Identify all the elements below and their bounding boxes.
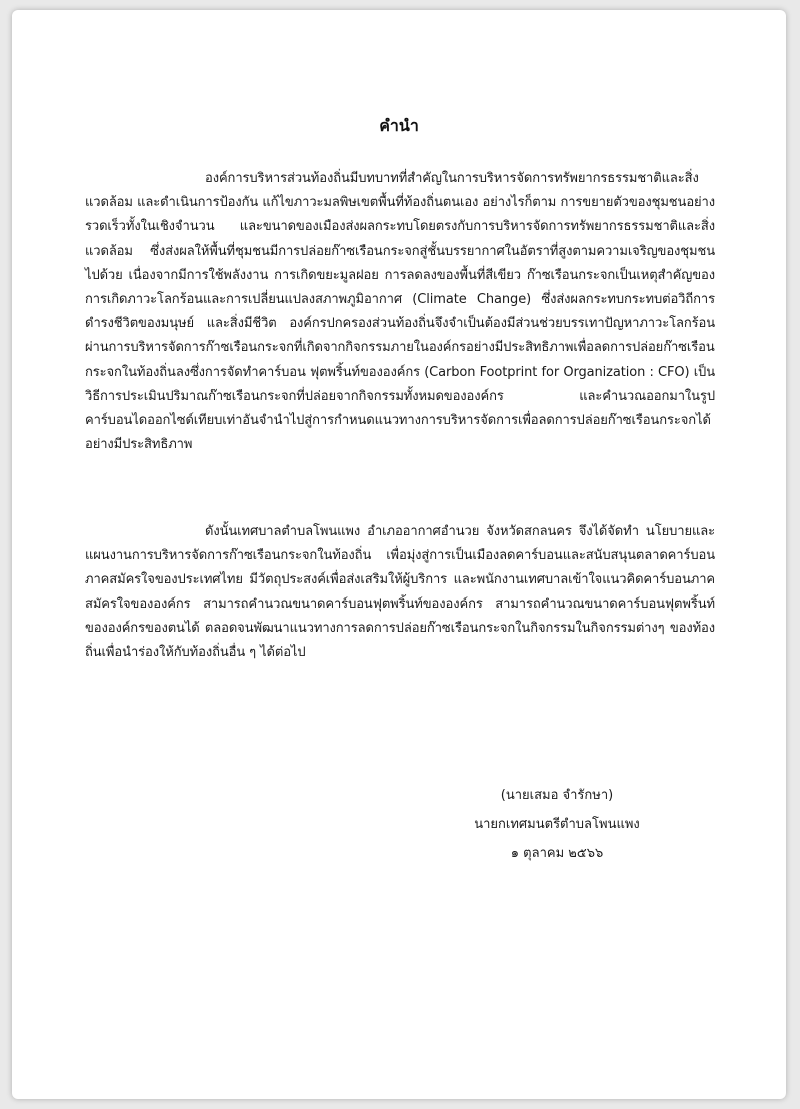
paragraph-2-text: ดังนั้นเทศบาลตำบลโพนแพง อำเภออากาศอำนวย จังหวัดสกลนคร จึงได้จัดทำ นโยบายและแผนงานการบริหารจัดการก๊าซเรือนกระจกในท้องถิ่น เพื่อมุ่งสู่การเป็นเมืองลดคาร์บอนและสนับสนุนตลาดคาร์บอนภาคสมัครใจของประเทศไทย มีวัตถุประสงค์เพื่อส่งเสริมให้ผู้บริการ และพนักงานเทศบาลเข้าใจแนวคิดคาร์บอนภาคสมัครใจขององค์กร สามารถคำนวณขนาดคาร์บอนฟุตพริ้นท์ขององค์กร สามารถคำนวณขนาดคาร์บอนฟุตพริ้นท์ขององค์กรของตนได้ ตลอดจนพัฒนาแนวทางการลดการปล่อยก๊าซเรือนกระจกในกิจกรรมในกิจกรรมต่างๆ ของท้องถิ่นเพื่อนำร่องให้กับท้องถิ่นอื่น ๆ ได้ต่อไป [85, 524, 715, 661]
paragraph-1-text: องค์การบริหารส่วนท้องถิ่นมีบทบาทที่สำคัญในการบริหารจัดการทรัพยากรธรรมชาติและสิ่งแวดล้อม และดำเนินการป้องกัน แก้ไขภาวะมลพิษเขตพื้นที่ท้องถิ่นตนเอง อย่างไรก็ตาม การขยายตัวของชุมชนอย่างรวดเร็วทั้งในเชิงจำนวน และขนาดของเมืองส่งผลกระทบโดยตรงกับการบริหารจัดการทรัพยากรธรรมชาติและสิ่งแวดล้อม ซึ่งส่งผลให้พื้นที่ชุมชนมีการปล่อยก๊าซเรือนกระจกสู่ชั้นบรรยากาศในอัตราที่สูงตามความเจริญของชุมชนไปด้วย เนื่องจากมีการใช้พลังงาน การเกิดขยะมูลฝอย การลดลงของพื้นที่สีเขียว ก๊าซเรือนกระจกเป็นเหตุสำคัญของการเกิดภาวะโลกร้อนและการเปลี่ยนแปลงสภาพภูมิอากาศ (Climate Change) ซึ่งส่งผลกระทบกระทบต่อวิถีการดำรงชีวิตของมนุษย์ และสิ่งมีชีวิต องค์กรปกครองส่วนท้องถิ่นจึงจำเป็นต้องมีส่วนช่วยบรรเทาปัญหาภาวะโลกร้อนผ่านการบริหารจัดการก๊าซเรือนกระจกที่เกิดจากกิจกรรมภายในองค์กรอย่างมีประสิทธิภาพเพื่อลดการปล่อยก๊าซเรือนกระจกในท้องถิ่นลงซึ่งการจัดทำคาร์บอน ฟุตพริ้นท์ขององค์กร (Carbon Footprint for Organization : CFO) เป็นวิธีการประเมินปริมาณก๊าซเรือนกระจกที่ปล่อยจากกิจกรรมทั้งหมดขององค์กร และคำนวณออกมาในรูปคาร์บอนไดออกไซด์เทียบเท่าอันจำนำไปสู่การกำหนดแนวทางการบริหารจัดการเพื่อลดการปล่อยก๊าซเรือนกระจกได้อย่างมีประสิทธิภาพ [85, 171, 715, 453]
page-title: คำนำ [379, 116, 419, 135]
signer-position: นายกเทศมนตรีตำบลโพนแพง [474, 817, 640, 832]
paragraph-1 [85, 167, 715, 457]
paragraph-2 [85, 520, 715, 665]
signature-block [432, 781, 682, 868]
signer-name: (นายเสมอ จำรักษา) [500, 788, 614, 803]
document-page [12, 10, 786, 1099]
signature-date: ๑ ตุลาคม ๒๕๖๖ [510, 846, 604, 861]
